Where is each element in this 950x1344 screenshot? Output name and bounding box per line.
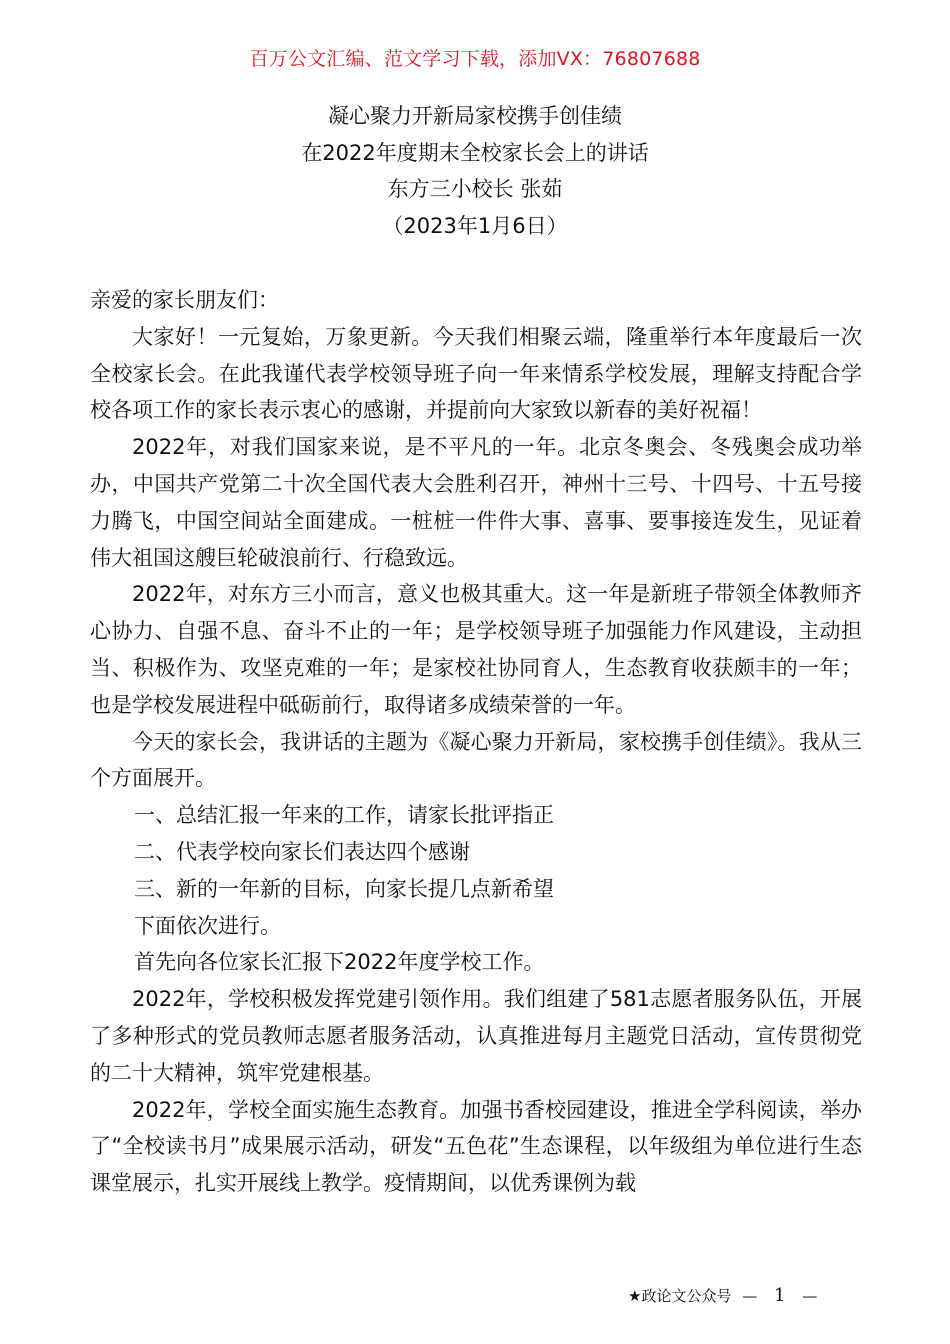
footer-source: ★政论文公众号 [628, 1287, 732, 1305]
document-title: 凝心聚力开新局家校携手创佳绩 [328, 104, 622, 128]
speaker-line: 东方三小校长 张茹 [387, 177, 563, 201]
outline-item: 一、总结汇报一年来的工作，请家长批评指正 [134, 803, 554, 828]
paragraph: 2022年，学校积极发挥党建引领作用。我们组建了581志愿者服务队伍，开展了多种形式的党员教师志愿者服务活动，认真推进每月主题党日活动，宣传贯彻党的二十大精神，筑牢党建根基。 [90, 987, 862, 1085]
title-block [0, 98, 950, 244]
outline-item: 首先向各位家长汇报下2022年度学校工作。 [134, 950, 545, 975]
paragraph: 大家好！一元复始，万象更新。今天我们相聚云端，隆重举行本年度最后一次全校家长会。在此我谨代表学校领导班子向一年来情系学校发展，理解支持配合学校各项工作的家长表示衷心的感谢，并提前向大家致以新春的美好祝福！ [90, 324, 862, 423]
document-subtitle: 在2022年度期末全校家长会上的讲话 [301, 140, 649, 165]
outline-item: 三、新的一年新的目标，向家长提几点新希望 [134, 876, 554, 901]
paragraph: 2022年，学校全面实施生态教育。加强书香校园建设，推进全学科阅读，举办了“全校读书月”成果展示活动，研发“五色花”生态课程，以年级组为单位进行生态课堂展示，扎实开展线上教学。疫情期间，以优秀课例为载 [90, 1097, 862, 1196]
paragraph: 2022年，对东方三小而言，意义也极其重大。这一年是新班子带领全体教师齐心协力、自强不息、奋斗不止的一年；是学校领导班子加强能力作风建设，主动担当、积极作为、攻坚克难的一年；是家校社协同育人，生态教育收获颇丰的一年；也是学校发展进程中砥砺前行，取得诸多成绩荣誉的一年。 [90, 582, 862, 717]
page-number: 1 [774, 1285, 786, 1306]
paragraph: 2022年，对我们国家来说，是不平凡的一年。北京冬奥会、冬残奥会成功举办，中国共产党第二十次全国代表大会胜利召开，神州十三号、十四号、十五号接力腾飞，中国空间站全面建成。一桩桩一件件大事、喜事、要事接连发生，见证着伟大祖国这艘巨轮破浪前行、行稳致远。 [90, 435, 862, 570]
outline-item: 下面依次进行。 [134, 913, 281, 938]
paragraph: 今天的家长会，我讲话的主题为《凝心聚力开新局，家校携手创佳绩》。我从三个方面展开。 [90, 729, 862, 791]
page-footer [628, 1284, 823, 1308]
footer-dash-left: — [742, 1287, 758, 1305]
salutation: 亲爱的家长朋友们： [90, 288, 279, 312]
document-body [90, 282, 862, 1202]
speech-date: （2023年1月6日） [382, 213, 568, 238]
watermark-banner: 百万公文汇编、范文学习下载，添加VX：76807688 [249, 48, 701, 70]
outline-item: 二、代表学校向家长们表达四个感谢 [134, 839, 470, 864]
footer-dash-right: — [802, 1287, 818, 1305]
